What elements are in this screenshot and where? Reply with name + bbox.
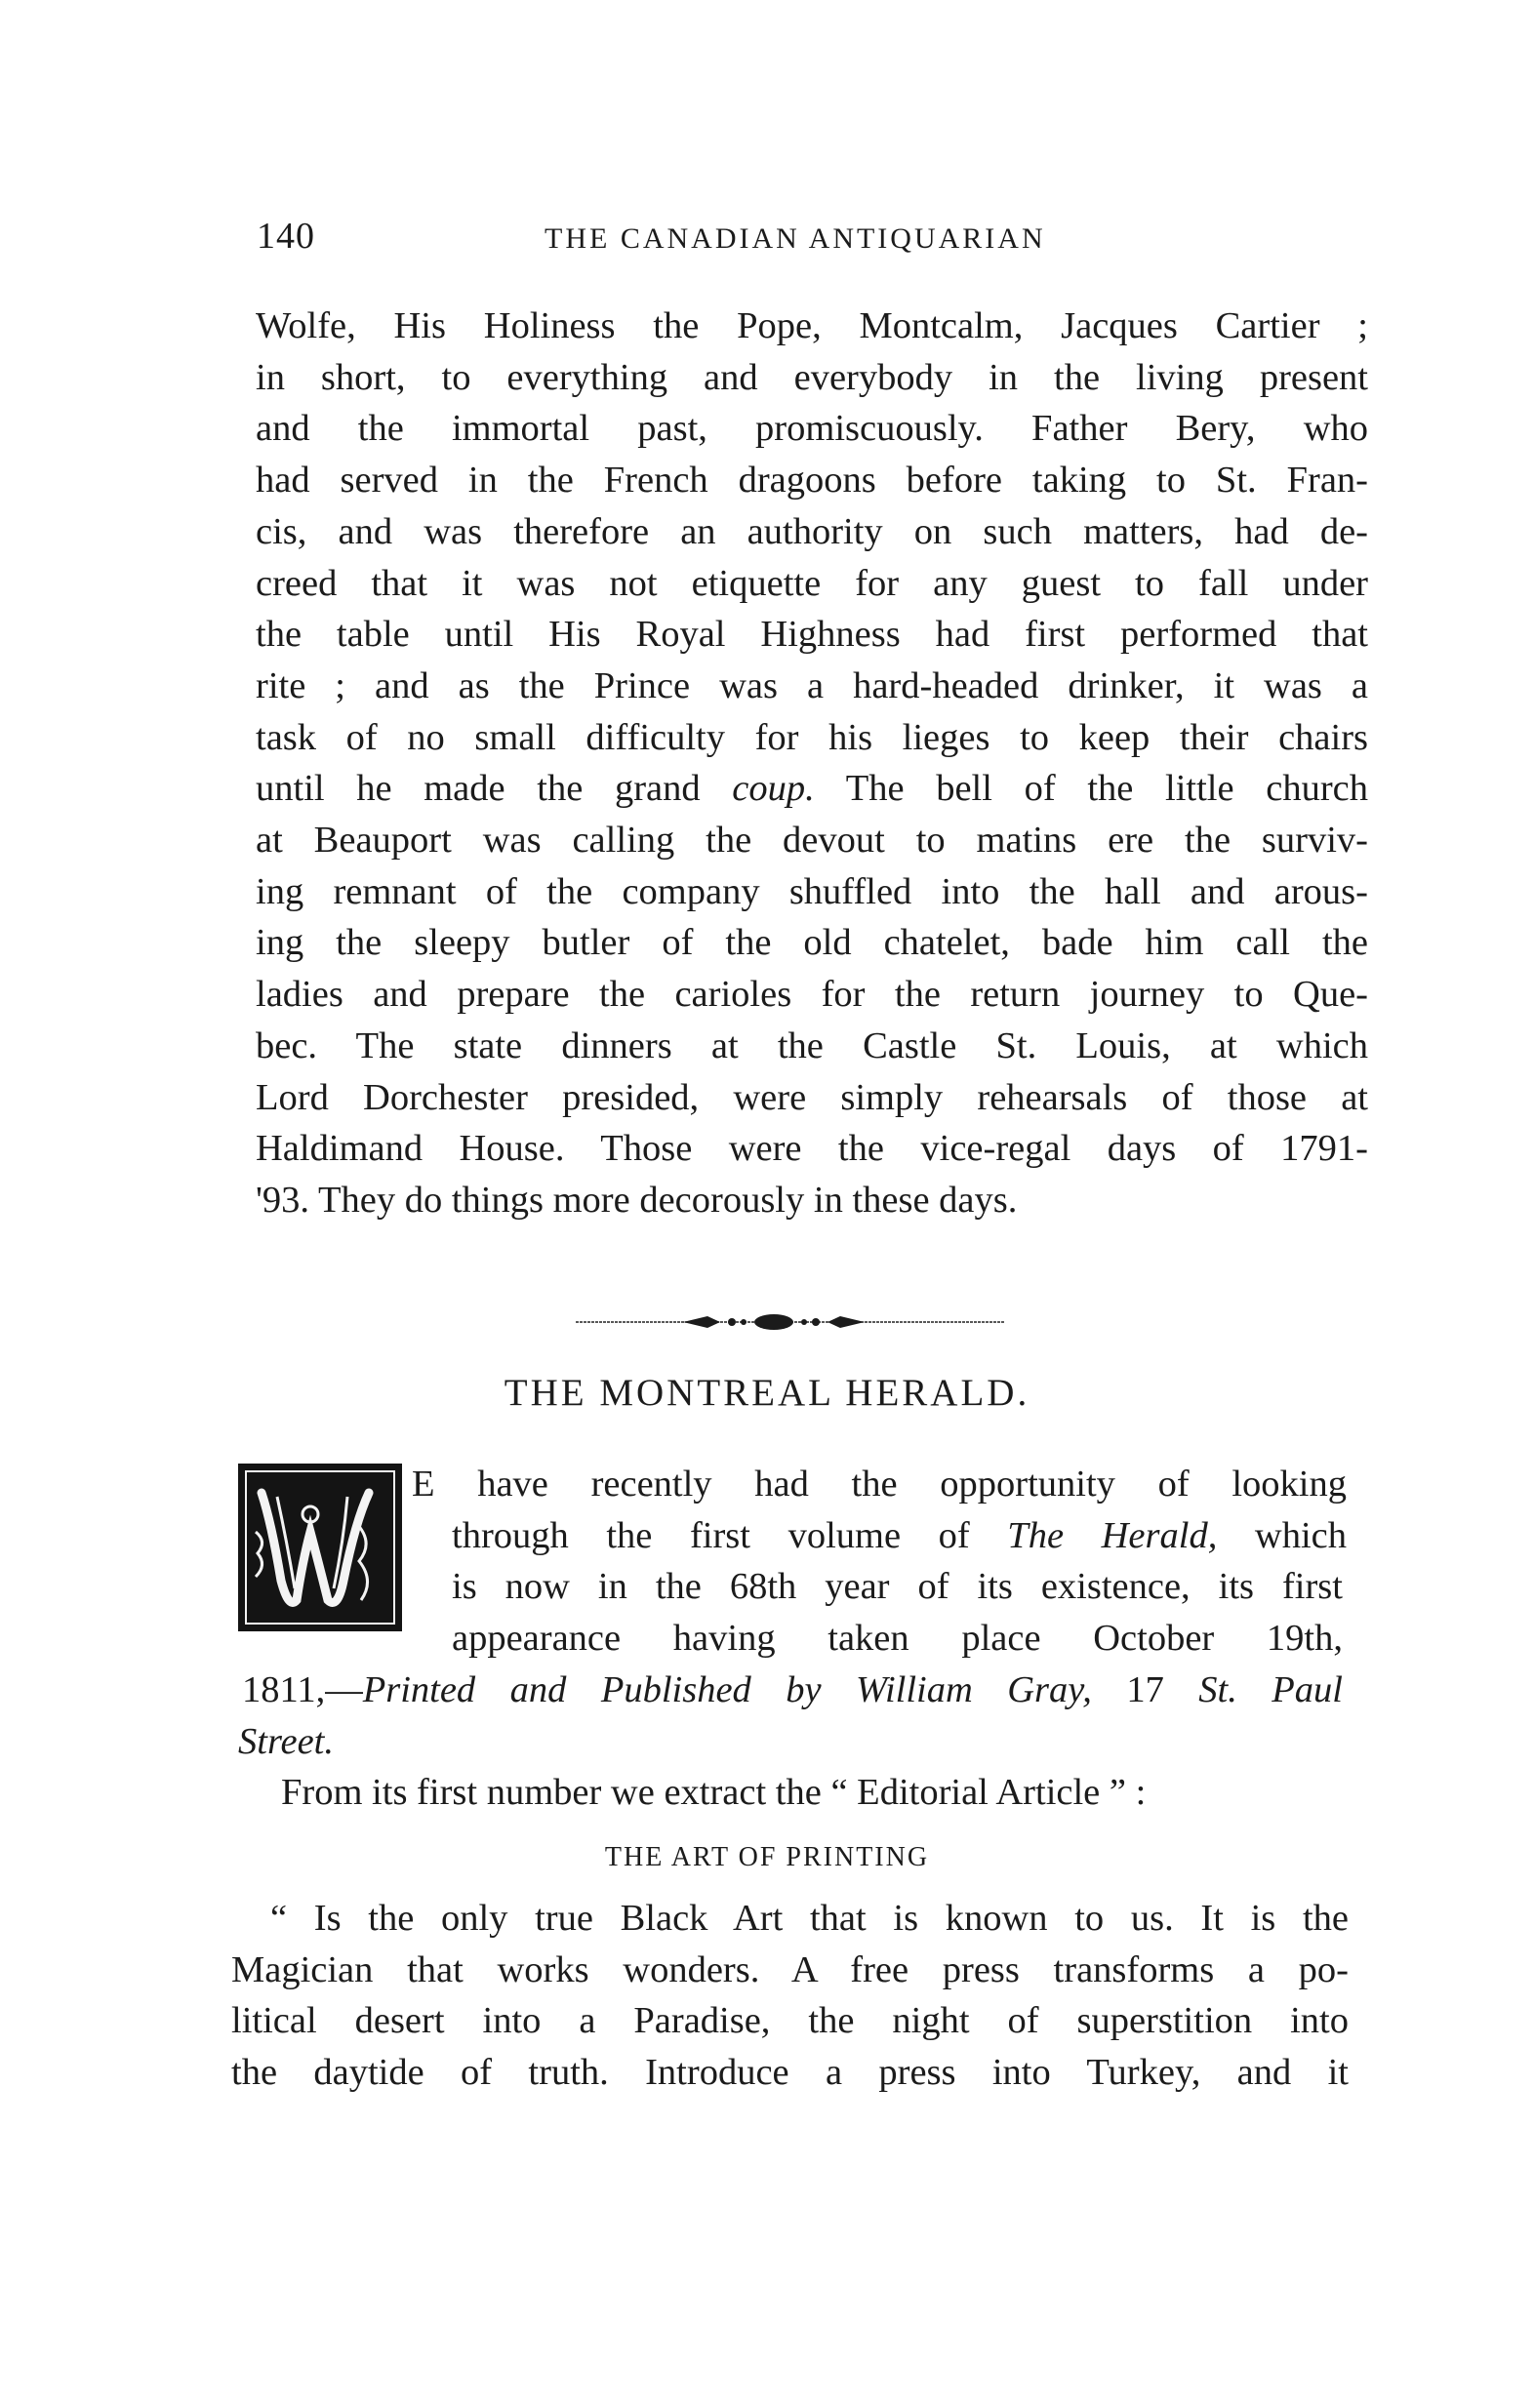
text-line: Lord Dorchester presided, were simply rehearsals of those at: [256, 1076, 1368, 1118]
text-line: had served in the French dragoons before taking to St. Fran-: [256, 460, 1368, 502]
text-segment: until he made the grand: [256, 768, 733, 810]
text-line: and the immortal past, promiscuously. Father Bery, who: [256, 408, 1368, 450]
running-title: THE CANADIAN ANTIQUARIAN: [545, 222, 1046, 255]
quoted-paragraph: [231, 1893, 1349, 2099]
newspaper-title: The Herald,: [1007, 1514, 1218, 1556]
text-line: rite ; and as the Prince was a hard-headed drinker, it was a: [256, 664, 1368, 706]
text-segment: 1811,—: [242, 1668, 363, 1710]
text-line: Magician that works wonders. A free press transforms a po-: [231, 1948, 1349, 1990]
text-line: Wolfe, His Holiness the Pope, Montcalm, Jacques Cartier ;: [256, 305, 1368, 346]
text-line: appearance having taken place October 19th,: [452, 1618, 1343, 1660]
text-line: [256, 763, 1368, 815]
text-line: cis, and was therefore an authority on such matters, had de-: [256, 510, 1368, 552]
text-line: at Beauport was calling the devout to matins ere the surviv-: [256, 820, 1368, 862]
section-title: THE MONTREAL HERALD.: [504, 1372, 1030, 1414]
text-line: the daytide of truth. Introduce a press into Turkey, and it: [231, 2052, 1349, 2094]
text-segment: through the first volume of: [452, 1514, 1008, 1556]
text-line: [238, 1716, 921, 1768]
text-line: [452, 1510, 1347, 1562]
dropcap-ornamental-w-image: [238, 1464, 402, 1631]
text-segment: 17: [1091, 1668, 1199, 1710]
italic-segment: Street.: [238, 1720, 334, 1762]
text-line: the table until His Royal Highness had first performed that: [256, 614, 1368, 656]
section-divider-ornament: [576, 1307, 1005, 1337]
text-line: From its first number we extract the “ Editorial Article ” :: [281, 1772, 1147, 1814]
text-line: E have recently had the opportunity of looking: [412, 1464, 1347, 1505]
page-number: 140: [257, 216, 315, 257]
continued-paragraph: [256, 301, 1368, 1226]
text-line: Haldimand House. Those were the vice-regal days of 1791-: [256, 1128, 1368, 1170]
text-line: ladies and prepare the carioles for the return journey to Que-: [256, 974, 1368, 1016]
running-head: [257, 215, 1359, 263]
text-line: is now in the 68th year of its existence, its first: [452, 1566, 1343, 1608]
text-line: '93. They do things more decorously in these days.: [256, 1179, 1018, 1221]
italic-word: coup.: [732, 768, 815, 810]
text-line: ing remnant of the company shuffled into the hall and arous-: [256, 870, 1368, 912]
italic-segment: Printed and Published by William Gray,: [362, 1668, 1092, 1710]
italic-segment: St. Paul: [1198, 1668, 1343, 1710]
text-line: “ Is the only true Black Art that is known to us. It is the: [270, 1898, 1349, 1939]
text-line: creed that it was not etiquette for any guest to fall under: [256, 562, 1368, 604]
text-segment: which: [1217, 1514, 1347, 1556]
text-segment: The bell of the little church: [814, 768, 1368, 810]
text-line: ing the sleepy butler of the old chatelet, bade him call the: [256, 922, 1368, 964]
subheading: THE ART OF PRINTING: [604, 1842, 930, 1872]
text-line: in short, to everything and everybody in the living present: [256, 356, 1368, 398]
text-line: litical desert into a Paradise, the night of superstition into: [231, 2000, 1349, 2042]
text-line: [242, 1665, 1343, 1716]
text-line: bec. The state dinners at the Castle St. Louis, at which: [256, 1024, 1368, 1066]
text-line: task of no small difficulty for his lieges to keep their chairs: [256, 716, 1368, 758]
